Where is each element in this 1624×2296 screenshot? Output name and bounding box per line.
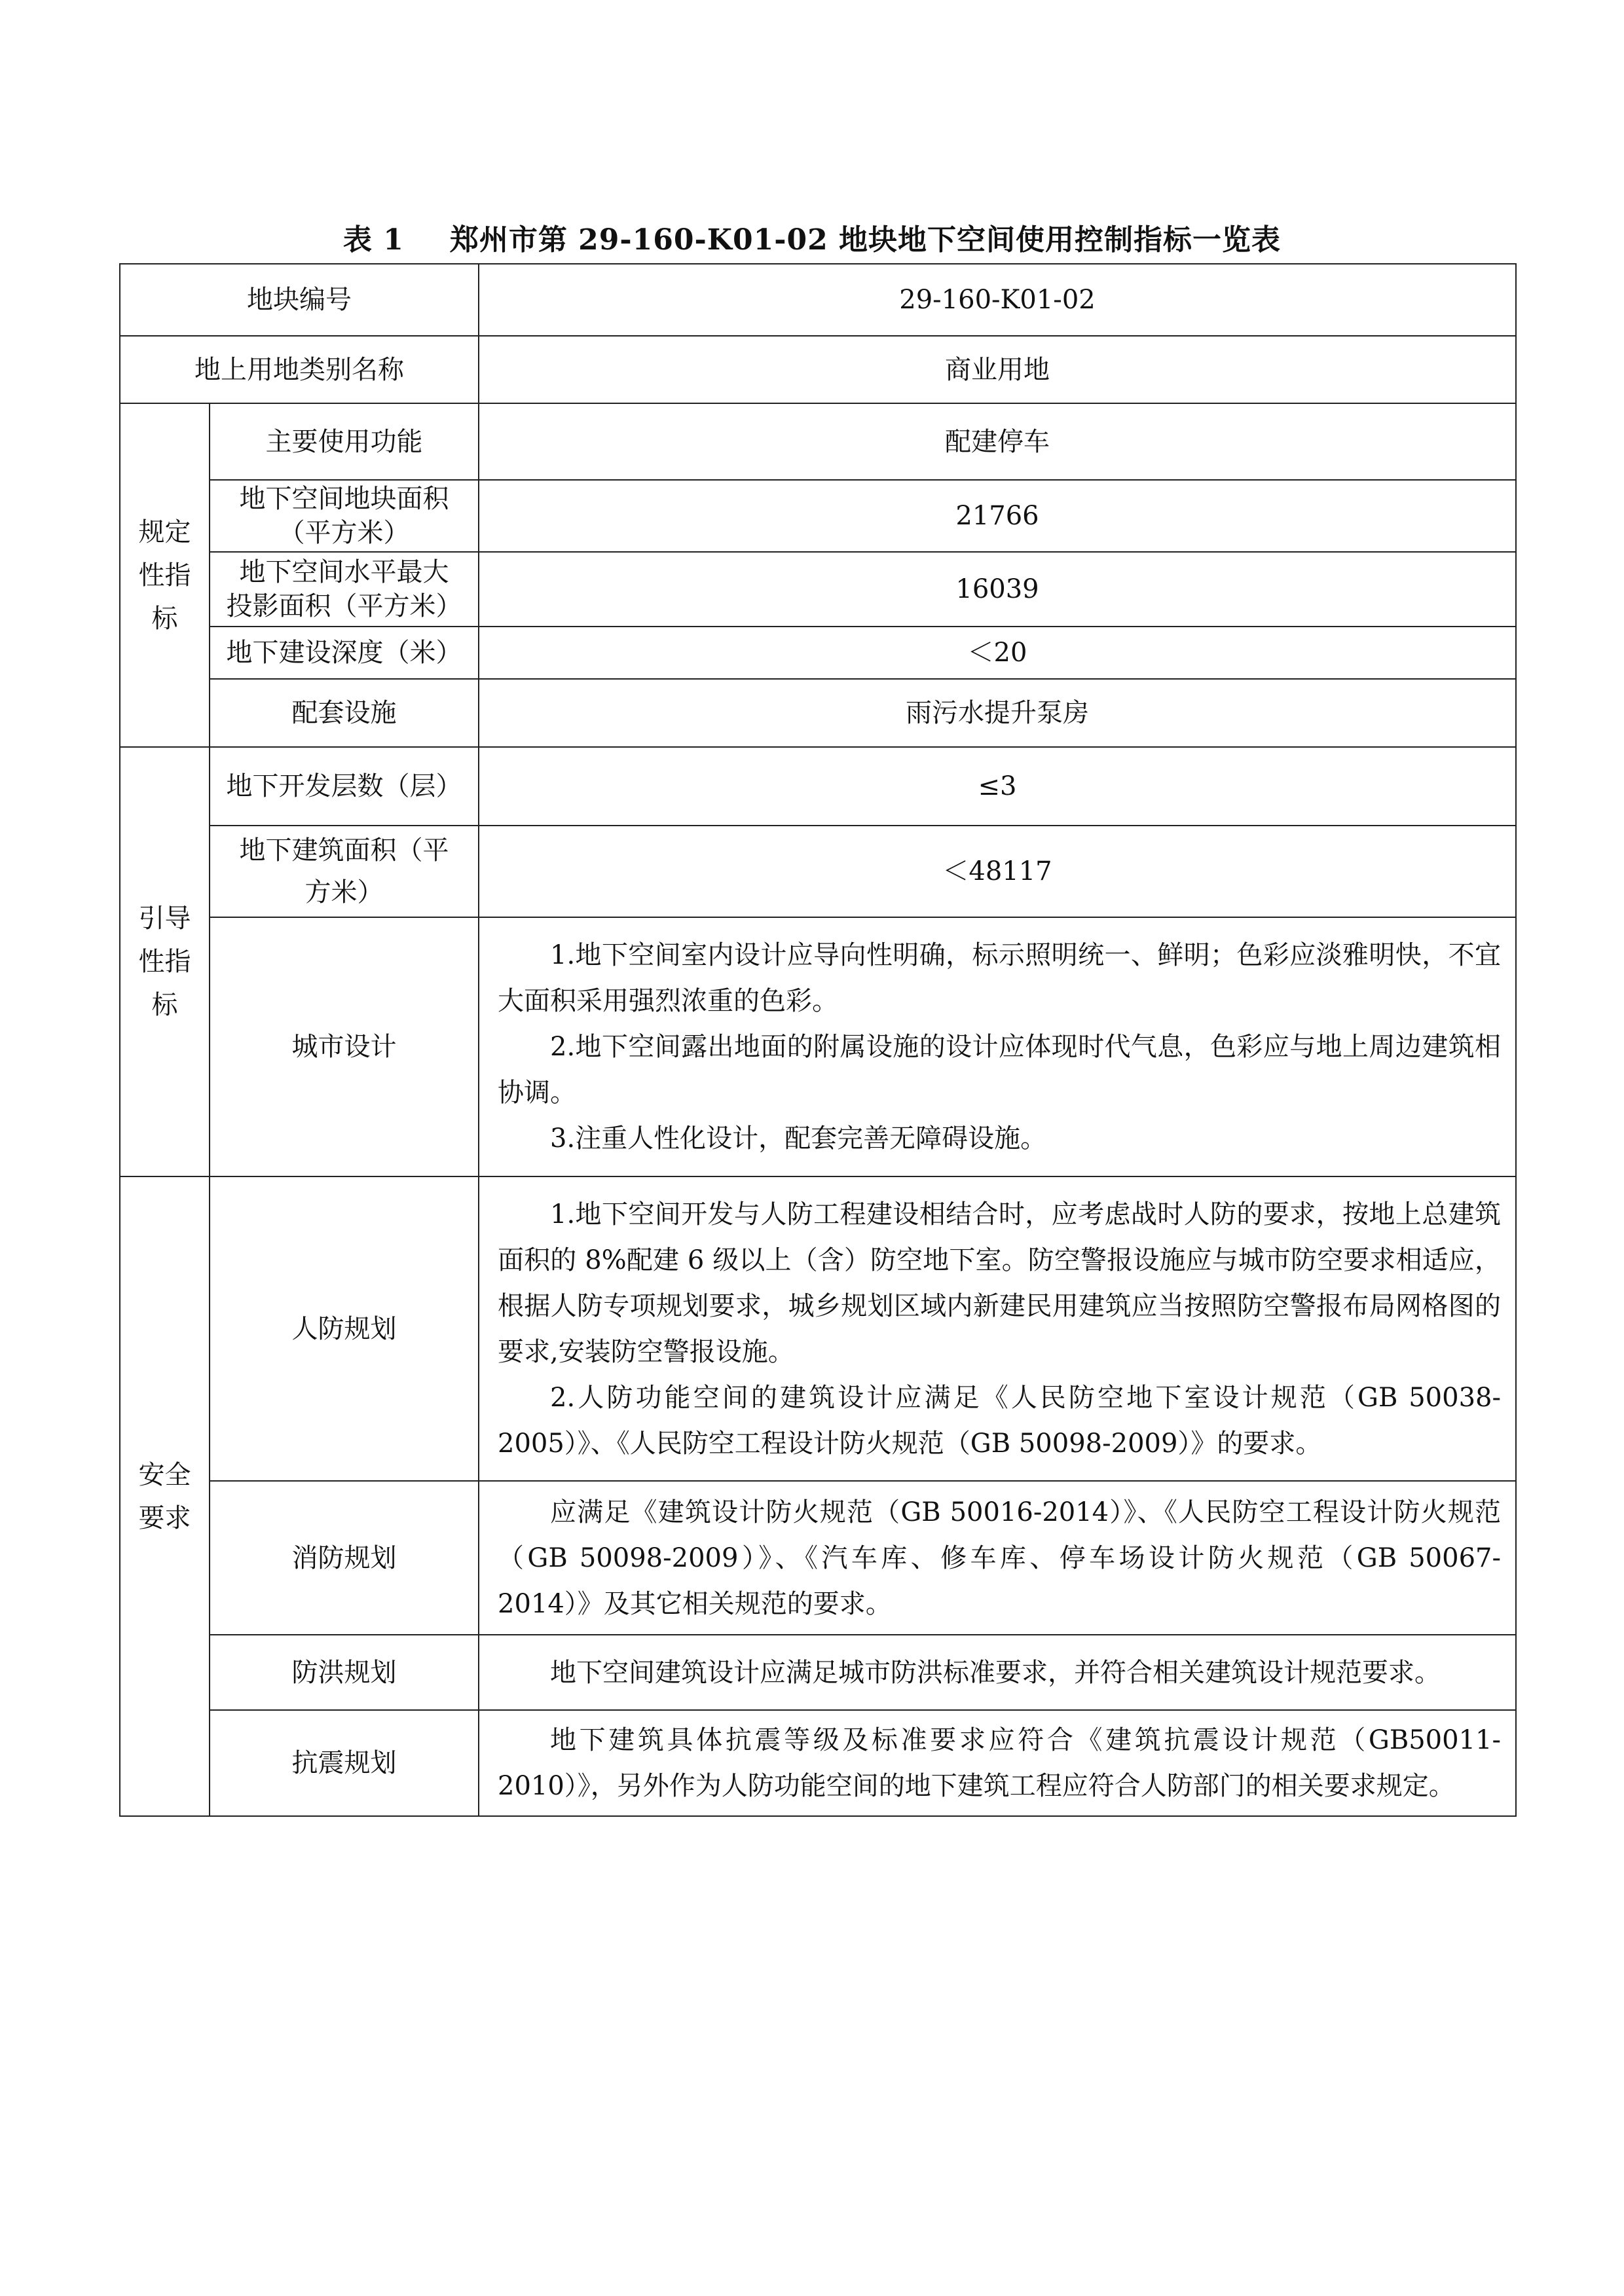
row-value: ＜20 — [479, 627, 1516, 679]
table-row — [120, 403, 1516, 480]
table-row — [120, 336, 1516, 403]
row-label: 地下空间地块面积 （平方米） — [210, 480, 479, 552]
row-value: ＜48117 — [479, 826, 1516, 917]
row-label: 地块编号 — [120, 264, 479, 336]
row-label: 防洪规划 — [210, 1635, 479, 1710]
paragraph: 地下建筑具体抗震等级及标准要求应符合《建筑抗震设计规范（GB50011-2010）》，另外作为人防功能空间的地下建筑工程应符合人防部门的相关要求规定。 — [498, 1725, 1501, 1801]
table-row — [120, 917, 1516, 1176]
row-label: 地下建筑面积（平 方米） — [210, 826, 479, 917]
paragraph: 1.地下空间开发与人防工程建设相结合时，应考虑战时人防的要求，按地上总建筑面积的 8%配建 6 级以上（含）防空地下室。防空警报设施应与城市防空要求相适应，根据人防专项规划要求，城乡规划区域内新建民用建筑应当按照防空警报布局网格图的要求,安装防空警报设施。 — [498, 1199, 1501, 1367]
table-row — [120, 747, 1516, 826]
row-label: 消防规划 — [210, 1481, 479, 1635]
paragraph-cell — [479, 917, 1516, 1176]
table-row — [120, 1710, 1516, 1816]
row-label: 人防规划 — [210, 1176, 479, 1481]
row-value: 21766 — [479, 480, 1516, 552]
row-label: 配套设施 — [210, 679, 479, 747]
table-row — [120, 679, 1516, 747]
paragraph: 应满足《建筑设计防火规范（GB 50016-2014）》、《人民防空工程设计防火规范（GB 50098-2009）》、《汽车库、修车库、停车场设计防火规范（GB 50067-2014）》及其它相关规范的要求。 — [498, 1497, 1501, 1619]
table-row — [120, 264, 1516, 336]
table-row — [120, 1635, 1516, 1710]
table-row — [120, 1481, 1516, 1635]
table-number: 表 1 — [342, 223, 404, 257]
row-label: 抗震规划 — [210, 1710, 479, 1816]
row-label: 城市设计 — [210, 917, 479, 1176]
row-value: ≤3 — [479, 747, 1516, 826]
table-title — [0, 216, 1624, 258]
row-label: 地下开发层数（层） — [210, 747, 479, 826]
row-label: 地下空间水平最大 投影面积（平方米） — [210, 552, 479, 627]
category-label-mandatory: 规定 性指 标 — [120, 403, 210, 747]
table-row — [120, 552, 1516, 627]
table-title-text: 郑州市第 29-160-K01-02 地块地下空间使用控制指标一览表 — [449, 223, 1282, 257]
category-label-safety: 安全 要求 — [120, 1176, 210, 1816]
paragraph-cell — [479, 1481, 1516, 1635]
table-row — [120, 1176, 1516, 1481]
paragraph-cell — [479, 1710, 1516, 1816]
paragraph-cell — [479, 1635, 1516, 1710]
row-label: 地上用地类别名称 — [120, 336, 479, 403]
table-row — [120, 627, 1516, 679]
row-value: 商业用地 — [479, 336, 1516, 403]
paragraph-cell — [479, 1176, 1516, 1481]
paragraph: 2.地下空间露出地面的附属设施的设计应体现时代气息，色彩应与地上周边建筑相协调。 — [498, 1032, 1501, 1108]
control-index-table — [119, 263, 1517, 1817]
row-label: 主要使用功能 — [210, 403, 479, 480]
row-value: 16039 — [479, 552, 1516, 627]
paragraph: 1.地下空间室内设计应导向性明确，标示照明统一、鲜明；色彩应淡雅明快，不宜大面积采用强烈浓重的色彩。 — [498, 940, 1501, 1016]
row-value: 配建停车 — [479, 403, 1516, 480]
category-label-guidance: 引导 性指 标 — [120, 747, 210, 1176]
row-value: 雨污水提升泵房 — [479, 679, 1516, 747]
paragraph: 2.人防功能空间的建筑设计应满足《人民防空地下室设计规范（GB 50038-2005）》、《人民防空工程设计防火规范（GB 50098-2009）》的要求。 — [498, 1382, 1501, 1459]
row-label: 地下建设深度（米） — [210, 627, 479, 679]
table-row — [120, 826, 1516, 917]
row-value: 29-160-K01-02 — [479, 264, 1516, 336]
paragraph: 3.注重人性化设计，配套完善无障碍设施。 — [550, 1123, 1047, 1154]
paragraph: 地下空间建筑设计应满足城市防洪标准要求，并符合相关建筑设计规范要求。 — [550, 1657, 1441, 1688]
table-row — [120, 480, 1516, 552]
